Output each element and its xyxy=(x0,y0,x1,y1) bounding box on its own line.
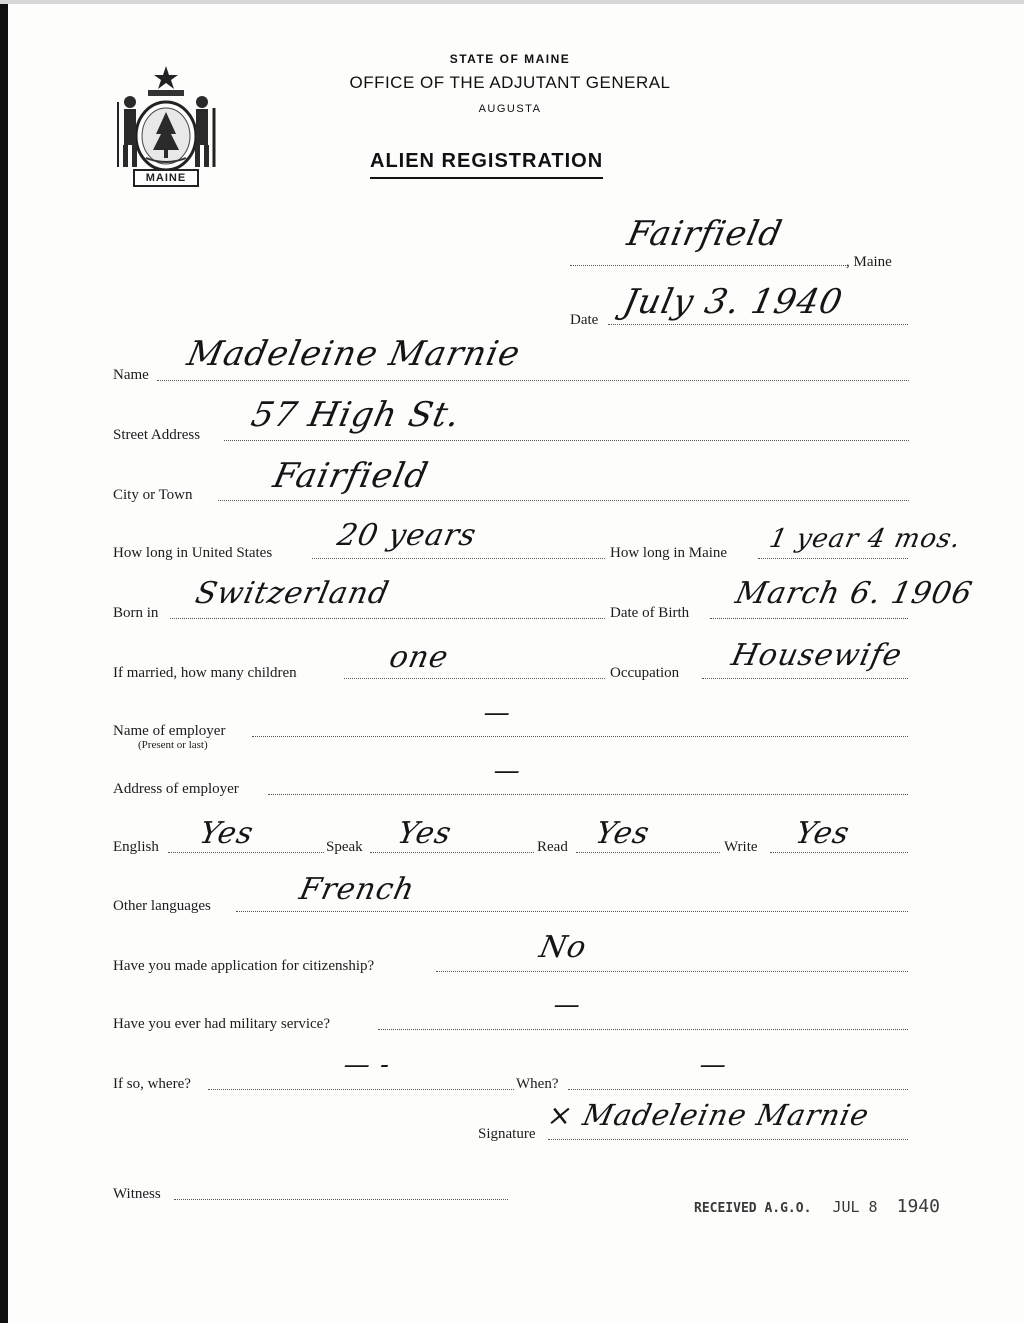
where-value: — - xyxy=(340,1050,394,1080)
name-line xyxy=(157,380,909,381)
scan-top-border xyxy=(0,0,1024,4)
military-label: Have you ever had military service? xyxy=(113,1016,330,1032)
occupation-line xyxy=(702,678,908,679)
city-line xyxy=(218,500,909,501)
english-line xyxy=(168,852,324,853)
city-value: Fairfield xyxy=(269,456,433,496)
witness-label: Witness xyxy=(113,1186,161,1202)
children-line xyxy=(344,678,605,679)
years-maine-value: 1 year 4 mos. xyxy=(766,524,965,554)
header-state: STATE OF MAINE xyxy=(449,52,571,66)
when-line xyxy=(568,1089,908,1090)
born-in-value: Switzerland xyxy=(192,576,393,611)
speak-value: Yes xyxy=(394,816,456,851)
other-languages-label: Other languages xyxy=(113,898,211,914)
dob-label: Date of Birth xyxy=(610,605,690,621)
location-suffix: , Maine xyxy=(846,254,892,270)
date-label: Date xyxy=(570,312,599,328)
signature-label: Signature xyxy=(478,1126,536,1142)
write-line xyxy=(770,852,908,853)
children-label: If married, how many children xyxy=(113,665,297,681)
born-in-line xyxy=(170,618,605,619)
years-us-line xyxy=(312,558,605,559)
when-value: — xyxy=(696,1050,731,1080)
street-address-value: 57 High St. xyxy=(247,395,465,435)
stamp-received-text: RECEIVED A.G.O. xyxy=(694,1201,812,1216)
occupation-value: Housewife xyxy=(728,638,906,673)
employer-name-label: Name of employer xyxy=(113,723,226,739)
city-label: City or Town xyxy=(113,487,193,503)
employer-address-value: — xyxy=(490,756,525,786)
other-languages-line xyxy=(236,911,908,912)
citizenship-label: Have you made application for citizenship? xyxy=(113,958,375,974)
years-maine-label: How long in Maine xyxy=(610,545,728,561)
years-us-label: How long in United States xyxy=(113,545,273,561)
write-label: Write xyxy=(724,839,758,855)
english-value: Yes xyxy=(196,816,258,851)
signature-value: × Madeleine Marnie xyxy=(544,1098,873,1132)
children-value: one xyxy=(386,640,452,675)
street-address-label: Street Address xyxy=(113,427,201,443)
signature-line xyxy=(548,1139,908,1140)
employer-name-sublabel: (Present or last) xyxy=(138,739,208,751)
stamp-year: 1940 xyxy=(896,1196,940,1217)
seal-motto-text: MAINE xyxy=(145,172,187,184)
name-label: Name xyxy=(113,367,149,383)
employer-address-label: Address of employer xyxy=(113,781,239,797)
received-stamp xyxy=(694,1196,940,1217)
date-line xyxy=(608,324,908,325)
born-in-label: Born in xyxy=(113,605,159,621)
location-value: Fairfield xyxy=(623,214,787,254)
date-value: July 3. 1940 xyxy=(619,282,847,322)
name-value: Madeleine Marnie xyxy=(183,334,525,374)
scan-border xyxy=(0,0,8,1323)
state-of-maine-seal-icon xyxy=(112,62,220,190)
dob-line xyxy=(710,618,908,619)
other-languages-value: French xyxy=(296,872,419,907)
header-office: OFFICE OF THE ADJUTANT GENERAL xyxy=(349,73,671,92)
english-label: English xyxy=(113,839,159,855)
employer-name-value: — xyxy=(480,698,515,728)
years-us-value: 20 years xyxy=(334,518,480,553)
when-label: When? xyxy=(516,1076,559,1092)
street-address-line xyxy=(224,440,909,441)
dob-value: March 6. 1906 xyxy=(732,576,976,611)
read-line xyxy=(576,852,720,853)
read-label: Read xyxy=(537,839,568,855)
citizenship-line xyxy=(436,971,908,972)
years-maine-line xyxy=(758,558,908,559)
speak-line xyxy=(370,852,534,853)
stamp-date: JUL 8 xyxy=(832,1198,878,1216)
read-value: Yes xyxy=(592,816,654,851)
occupation-label: Occupation xyxy=(610,665,680,681)
military-value: — xyxy=(550,990,585,1020)
location-line xyxy=(570,265,846,266)
where-line xyxy=(208,1089,514,1090)
citizenship-value: No xyxy=(536,930,591,965)
speak-label: Speak xyxy=(326,839,363,855)
employer-address-line xyxy=(268,794,908,795)
form-title: ALIEN REGISTRATION xyxy=(370,150,603,179)
header-city: AUGUSTA xyxy=(478,103,542,115)
write-value: Yes xyxy=(792,816,854,851)
where-label: If so, where? xyxy=(113,1076,191,1092)
witness-line xyxy=(174,1199,508,1200)
military-line xyxy=(378,1029,908,1030)
employer-name-line xyxy=(252,736,908,737)
